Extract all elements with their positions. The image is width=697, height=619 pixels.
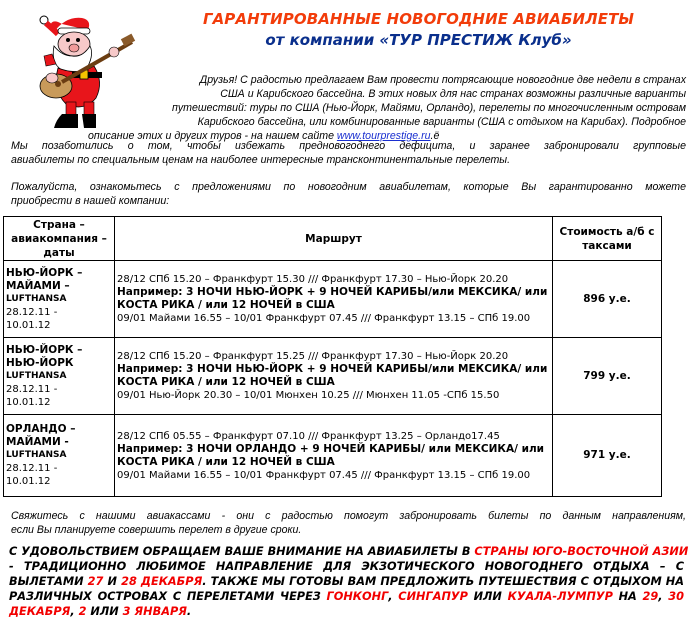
route-outbound: 28/12 СПб 15.20 – Франкфурт 15.30 /// Франкфурт 17.30 – Нью-Йорк 20.20 xyxy=(117,274,509,285)
header-price: Стоимость а/б с таксами xyxy=(553,217,662,261)
dates: 28.12.11 - xyxy=(6,306,58,318)
page-subtitle: от компании «ТУР ПРЕСТИЖ Клуб» xyxy=(265,31,572,49)
intro-line: Карибского бассейна, или комбинированные варианты (США с отдыхом на Карибах). Подробное xyxy=(197,116,686,128)
intro-line: США и Карибского бассейна. В этих новых для нас странах возможны различные варианты xyxy=(220,88,686,100)
route-return: 09/01 Майами 16.55 – 10/01 Франкфурт 07.45 /// Франкфурт 13.15 – СПб 19.00 xyxy=(117,313,531,324)
dates: 10.01.12 xyxy=(6,319,51,331)
paragraph-line: Свяжитесь с нашими авиакассами - они с радостью помогут забронировать билеты по данным направлениям, xyxy=(11,510,686,522)
promo-line xyxy=(9,589,684,604)
country-cell xyxy=(4,415,115,497)
dates: 10.01.12 xyxy=(6,476,51,487)
promo-highlight: СИНГАПУР xyxy=(398,590,468,603)
table-row xyxy=(4,338,662,415)
promo-text: , xyxy=(388,590,399,603)
promo-highlight: 29 xyxy=(642,590,659,603)
promo-line xyxy=(9,574,684,589)
table-row xyxy=(4,261,662,338)
promo-highlight: 2 xyxy=(78,605,87,618)
promo-highlight: ДЕКАБРЯ xyxy=(9,605,71,618)
promo-highlight: 27 xyxy=(87,575,104,588)
intro-paragraph xyxy=(88,73,686,143)
website-link[interactable]: www.tourprestige.ru xyxy=(336,130,431,142)
table-header-row xyxy=(4,217,662,261)
promo-highlight: 3 ЯНВАРЯ xyxy=(122,605,187,618)
price-cell: 799 у.е. xyxy=(553,338,662,415)
city: НЬЮ-ЙОРК – xyxy=(6,343,83,356)
paragraph-offers xyxy=(11,180,686,208)
promo-text: , xyxy=(658,590,669,603)
intro-line: описание этих и других туров - на нашем сайте xyxy=(88,130,337,142)
promo-text: И xyxy=(103,575,122,588)
paragraph-line: авиабилеты по специальным ценам на наиболее интересные трансконтинентальные перелеты. xyxy=(11,154,511,166)
city: НЬЮ-ЙОРК xyxy=(6,356,74,369)
city: МАЙАМИ - xyxy=(6,436,69,448)
routes-table xyxy=(3,216,662,497)
promo-highlight: СТРАНЫ ЮГО-ВОСТОЧНОЙ АЗИИ xyxy=(474,545,689,558)
promo-text: РАЗЛИЧНЫХ ОСТРОВАХ С ПЕРЕЛЕТАМИ ЧЕРЕЗ xyxy=(9,590,327,603)
promo-highlight: 30 xyxy=(668,590,684,603)
promo-text: . xyxy=(186,605,192,618)
city: МАЙАМИ – xyxy=(6,279,70,292)
promo-highlight: КУАЛА-ЛУМПУР xyxy=(507,590,613,603)
promo-text: . ТАКЖЕ МЫ ГОТОВЫ ВАМ ПРЕДЛОЖИТЬ ПУТЕШЕСТВИЯ С ОТДЫХОМ НА xyxy=(202,575,685,588)
paragraph-line: приобрести в нашей компании: xyxy=(11,195,170,207)
airline: LUFTHANSA xyxy=(6,370,67,381)
promo-text: НА xyxy=(612,590,643,603)
promo-highlight: ГОНКОНГ xyxy=(326,590,389,603)
dates: 28.12.11 - xyxy=(6,463,58,474)
route-example: Например: 3 НОЧИ ОРЛАНДО + 9 НОЧЕЙ КАРИБЫ/ или МЕКСИКА/ или КОСТА РИКА / или 12 НОЧЕЙ в США xyxy=(117,442,545,468)
promo-line: - ТРАДИЦИОННО ЛЮБИМОЕ НАПРАВЛЕНИЕ ДЛЯ ЭКЗОТИЧЕСКОГО НОВОГОДНЕГО ОТДЫХА – С xyxy=(9,560,684,573)
dates: 28.12.11 - xyxy=(6,383,58,395)
promo-line xyxy=(9,544,689,559)
route-cell xyxy=(115,415,553,497)
promo-text: ИЛИ xyxy=(86,605,123,618)
country-cell xyxy=(4,261,115,338)
route-example: Например: 3 НОЧИ НЬЮ-ЙОРК + 9 НОЧЕЙ КАРИБЫ/или МЕКСИКА/ или КОСТА РИКА / или 12 НОЧЕЙ в США xyxy=(117,363,548,388)
promo-highlight: 28 ДЕКАБРЯ xyxy=(121,575,203,588)
table-row xyxy=(4,415,662,497)
paragraph-booking xyxy=(11,139,686,167)
header-route: Маршрут xyxy=(115,217,553,261)
intro-line: Друзья! С радостью предлагаем Вам провести потрясающие новогодние две недели в странах xyxy=(199,74,686,86)
paragraph-line: Пожалуйста, ознакомьтесь с предложениями по новогодним авиабилетам, которые Вы гарантированно можете xyxy=(11,181,686,193)
airline: LUFTHANSA xyxy=(6,450,67,460)
route-cell xyxy=(115,261,553,338)
promo-line xyxy=(9,604,684,619)
dates: 10.01.12 xyxy=(6,396,51,408)
price-cell: 971 у.е. xyxy=(553,415,662,497)
paragraph-contact xyxy=(11,509,686,537)
city: ОРЛАНДО – xyxy=(6,423,76,435)
route-outbound: 28/12 СПб 15.20 – Франкфурт 15.25 /// Франкфурт 17.30 – Нью-Йорк 20.20 xyxy=(117,351,509,362)
intro-line: путешествий: туры по США (Нью-Йорк, Майями, Орландо), перелеты по многочисленным островам xyxy=(172,102,686,114)
promo-text: ВЫЛЕТАМИ xyxy=(9,575,88,588)
country-cell xyxy=(4,338,115,415)
airline: LUFTHANSA xyxy=(6,293,67,304)
promo-text: , xyxy=(70,605,79,618)
page-title: ГАРАНТИРОВАННЫЕ НОВОГОДНИЕ АВИАБИЛЕТЫ xyxy=(202,10,635,28)
paragraph-line: если Вы планируете совершить перелет в другие сроки. xyxy=(11,524,302,536)
promo-text: ИЛИ xyxy=(467,590,508,603)
paragraph-line: Мы позаботились о том, чтобы избежать предновогоднего дефицита, и заранее забронировали групповые xyxy=(11,140,686,152)
header-country: Страна – авиакомпания – даты xyxy=(4,217,115,261)
route-outbound: 28/12 СПб 05.55 – Франкфурт 07.10 /// Франкфурт 13.25 – Орландо17.45 xyxy=(117,430,500,442)
route-example: Например: 3 НОЧИ НЬЮ-ЙОРК + 9 НОЧЕЙ КАРИБЫ/или МЕКСИКА/ или КОСТА РИКА / или 12 НОЧЕЙ в США xyxy=(117,286,548,311)
link-suffix: .ё xyxy=(430,130,440,142)
city: НЬЮ-ЙОРК – xyxy=(6,266,83,279)
route-return: 09/01 Майами 16.55 – 10/01 Франкфурт 07.45 /// Франкфурт 13.15 – СПб 19.00 xyxy=(117,469,531,481)
route-cell xyxy=(115,338,553,415)
promo-paragraph xyxy=(9,544,689,619)
price-cell: 896 у.е. xyxy=(553,261,662,338)
promo-text: С УДОВОЛЬСТВИЕМ ОБРАЩАЕМ ВАШЕ ВНИМАНИЕ НА АВИАБИЛЕТЫ В xyxy=(9,545,475,558)
route-return: 09/01 Нью-Йорк 20.30 – 10/01 Мюнхен 10.25 /// Мюнхен 11.05 -СПб 15.50 xyxy=(117,390,500,401)
